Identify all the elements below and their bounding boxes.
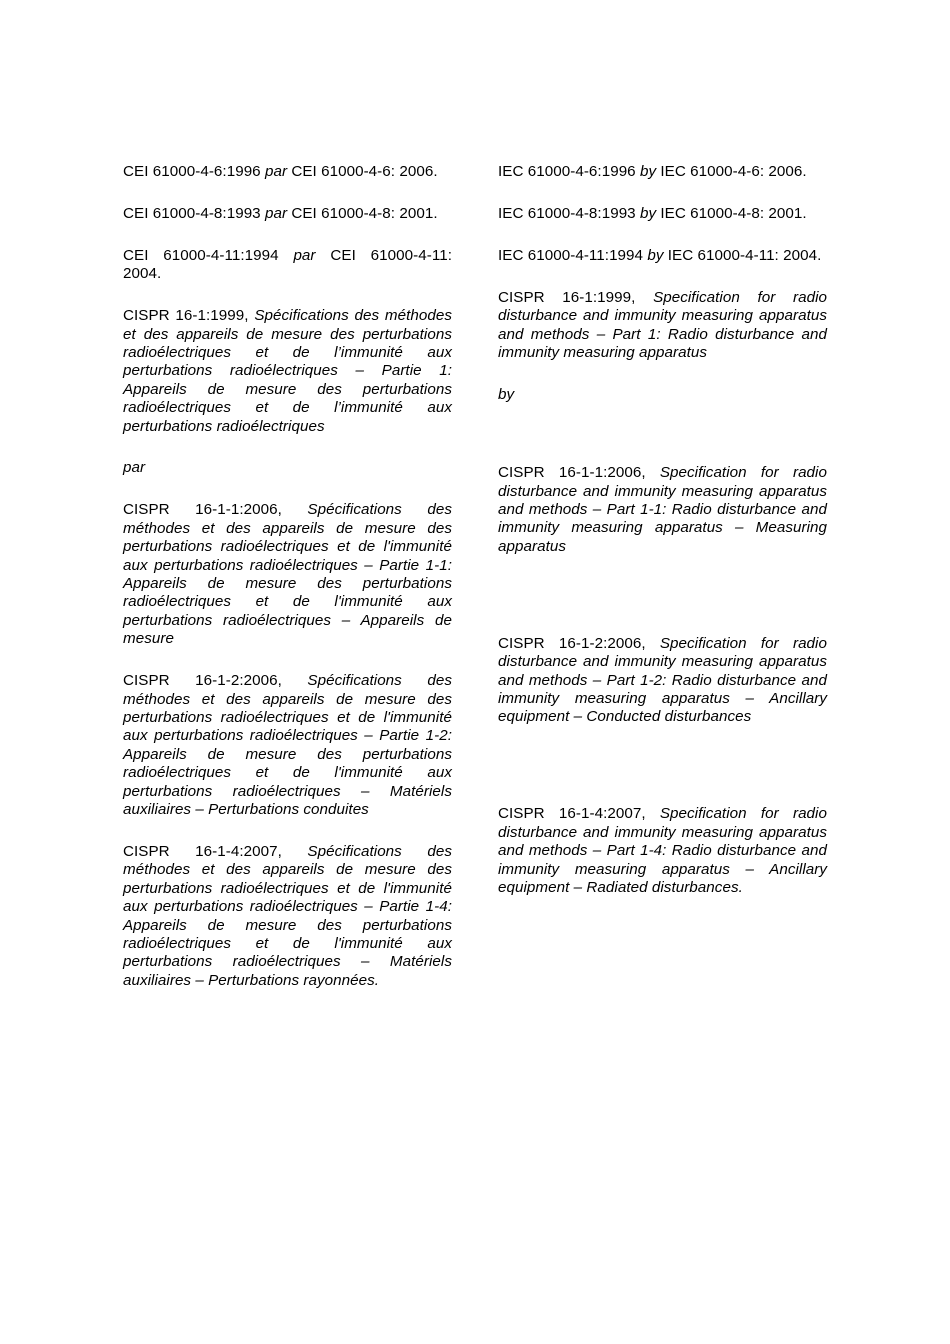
en-cispr-16-1-4-2007: CISPR 16-1-4:2007, Specification for radio disturbance and immunity measuring apparatus and methods – Part 1-4: Radio disturbance and immunity measuring apparatus – Ancillary equipment – Radiated disturbances. [498, 805, 827, 896]
fr-entry-2: CEI 61000-4-8:1993 par CEI 61000-4-8: 2001. [123, 204, 438, 222]
fr-cispr-16-1-1-2006: CISPR 16-1-1:2006, Spécifications des méthodes et des appareils de mesure des perturbations radioélectriques et de l'immunité aux perturbations radioélectriques – Partie 1-1: Appareils de mesure des perturbations radioélectriques et de l'immunité aux perturbations radioélectriques – Appareils de mesure [123, 501, 452, 648]
en-cispr-16-1-1-2006: CISPR 16-1-1:2006, Specification for radio disturbance and immunity measuring apparatus and methods – Part 1-1: Radio disturbance and immunity measuring apparatus – Measuring apparatus [498, 464, 827, 555]
en-cispr-16-1-2-2006: CISPR 16-1-2:2006, Specification for radio disturbance and immunity measuring apparatus and methods – Part 1-2: Radio disturbance and immunity measuring apparatus – Ancillary equipment – Conducted disturbances [498, 634, 827, 726]
french-column [123, 163, 452, 1014]
fr-cispr-16-1-1999: CISPR 16-1:1999, Spécifications des méthodes et des appareils de mesure des perturbations radioélectriques et de l’immunité aux perturbations radioélectriques – Partie 1: Appareils de mesure des perturbations radioélectriques et de l’immunité aux perturbations radioélectriques [123, 307, 452, 435]
en-entry-3: IEC 61000-4-11:1994 by IEC 61000-4-11: 2004. [498, 246, 822, 264]
english-column [498, 163, 827, 921]
fr-entry-1: CEI 61000-4-6:1996 par CEI 61000-4-6: 2006. [123, 163, 438, 180]
fr-cispr-16-1-2-2006: CISPR 16-1-2:2006, Spécifications des méthodes et des appareils de mesure des perturbations radioélectriques et de l'immunité aux perturbations radioélectriques – Partie 1-2: Appareils de mesure des perturbations radioélectriques et de l'immunité aux perturbations radioélectriques – Matériels auxiliaires – Perturbations conduites [123, 672, 452, 818]
en-entry-1: IEC 61000-4-6:1996 by IEC 61000-4-6: 2006. [498, 163, 807, 180]
en-by-label: by [498, 385, 515, 403]
fr-cispr-16-1-4-2007: CISPR 16-1-4:2007, Spécifications des méthodes et des appareils de mesure des perturbations radioélectriques et de l'immunité aux perturbations radioélectriques – Partie 1-4: Appareils de mesure des perturbations radioélectriques et de l'immunité aux perturbations radioélectriques – Matériels auxiliaires – Perturbations rayonnées. [123, 842, 452, 989]
fr-par-label: par [123, 459, 146, 477]
fr-entry-3: CEI 61000-4-11:1994 par CEI 61000-4-11: 2004. [123, 246, 452, 283]
en-entry-2: IEC 61000-4-8:1993 by IEC 61000-4-8: 2001. [498, 204, 807, 222]
en-cispr-16-1-1999: CISPR 16-1:1999, Specification for radio disturbance and immunity measuring apparatus and methods – Part 1: Radio disturbance and immunity measuring apparatus [498, 288, 827, 361]
